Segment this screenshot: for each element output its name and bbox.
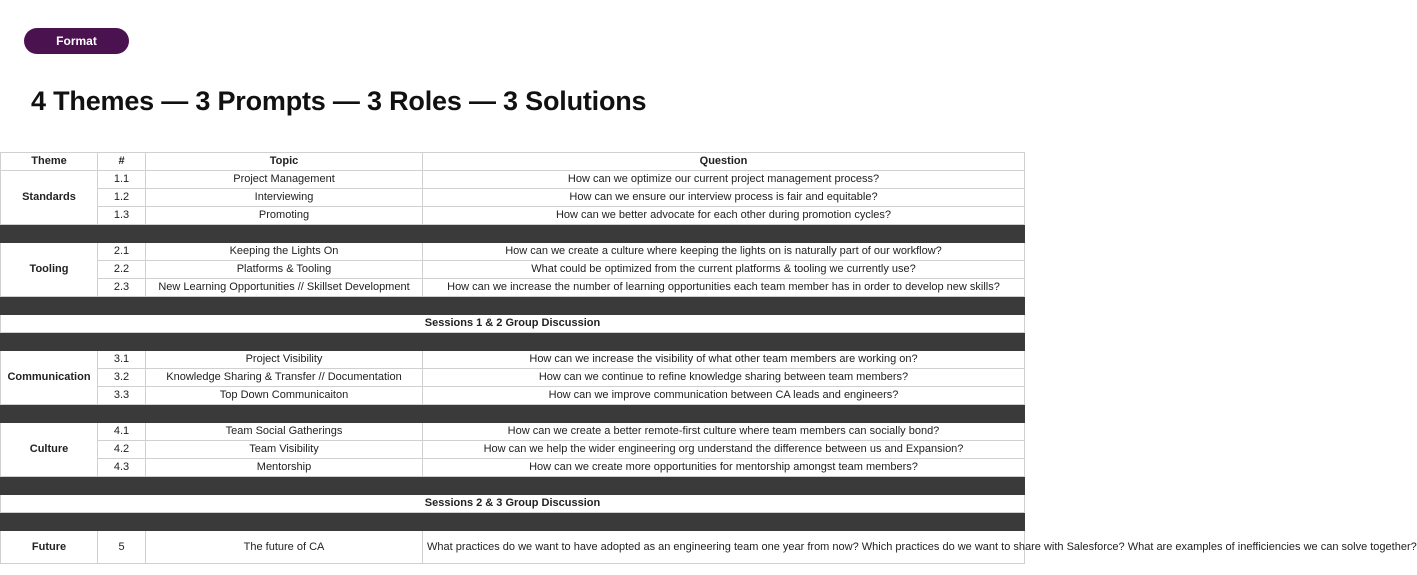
topic-cell: Platforms & Tooling [146,261,423,279]
number-cell: 4.3 [98,459,146,477]
number-cell: 1.1 [98,171,146,189]
question-cell: How can we optimize our current project management process? [423,171,1025,189]
divider-row [1,477,1025,495]
topic-cell: Keeping the Lights On [146,243,423,261]
table-row [1,423,1025,441]
question-cell: How can we better advocate for each other during promotion cycles? [423,207,1025,225]
question-cell: How can we help the wider engineering org understand the difference between us and Expansion? [423,441,1025,459]
table-row [1,189,1025,207]
number-cell: 2.1 [98,243,146,261]
table-row [1,387,1025,405]
topic-cell: Project Management [146,171,423,189]
number-cell: 3.3 [98,387,146,405]
topic-cell: Top Down Communicaiton [146,387,423,405]
table-row [1,261,1025,279]
number-cell: 4.1 [98,423,146,441]
header-topic: Topic [146,153,423,171]
topic-cell: Promoting [146,207,423,225]
question-cell: How can we create a culture where keeping the lights on is naturally part of our workflow? [423,243,1025,261]
topic-cell: Interviewing [146,189,423,207]
table-row [1,207,1025,225]
number-cell: 1.2 [98,189,146,207]
table-row [1,441,1025,459]
theme-cell: Communication [1,351,98,405]
theme-cell: Standards [1,171,98,225]
header-number: # [98,153,146,171]
number-cell: 1.3 [98,207,146,225]
question-cell: How can we create a better remote-first culture where team members can socially bond? [423,423,1025,441]
table-row [1,459,1025,477]
table-row [1,369,1025,387]
theme-cell: Tooling [1,243,98,297]
topic-cell: Team Social Gatherings [146,423,423,441]
question-cell: How can we create more opportunities for mentorship amongst team members? [423,459,1025,477]
question-cell: What could be optimized from the current platforms & tooling we currently use? [423,261,1025,279]
discussion-label: Sessions 2 & 3 Group Discussion [1,495,1025,513]
number-cell: 5 [98,531,146,564]
table-row [1,243,1025,261]
question-cell: How can we increase the number of learning opportunities each team member has in order to develop new skills? [423,279,1025,297]
divider-row [1,225,1025,243]
topic-cell: Project Visibility [146,351,423,369]
question-cell: What practices do we want to have adopted as an engineering team one year from now? Which practices do we want to share with Salesforce? What are examples of inefficiencies we can solve together? [423,531,1025,564]
format-badge: Format [24,28,129,54]
table-row [1,351,1025,369]
format-table [0,152,1417,564]
divider-row [1,405,1025,423]
header-theme: Theme [1,153,98,171]
discussion-label: Sessions 1 & 2 Group Discussion [1,315,1025,333]
table-row [1,531,1025,564]
question-cell: How can we ensure our interview process is fair and equitable? [423,189,1025,207]
question-cell: How can we increase the visibility of what other team members are working on? [423,351,1025,369]
divider-row [1,333,1025,351]
discussion-row [1,495,1025,513]
divider-row [1,297,1025,315]
divider-row [1,513,1025,531]
table-header-row [1,153,1025,171]
topic-cell: The future of CA [146,531,423,564]
question-cell: How can we improve communication between CA leads and engineers? [423,387,1025,405]
theme-cell: Culture [1,423,98,477]
question-cell: How can we continue to refine knowledge sharing between team members? [423,369,1025,387]
number-cell: 3.2 [98,369,146,387]
table-row [1,279,1025,297]
number-cell: 3.1 [98,351,146,369]
number-cell: 2.3 [98,279,146,297]
topic-cell: Knowledge Sharing & Transfer // Documentation [146,369,423,387]
topic-cell: Mentorship [146,459,423,477]
theme-cell: Future [1,531,98,564]
number-cell: 2.2 [98,261,146,279]
topic-cell: Team Visibility [146,441,423,459]
table-row [1,171,1025,189]
topic-cell: New Learning Opportunities // Skillset Development [146,279,423,297]
number-cell: 4.2 [98,441,146,459]
page-title: 4 Themes — 3 Prompts — 3 Roles — 3 Solutions [31,86,647,116]
discussion-row [1,315,1025,333]
header-question: Question [423,153,1025,171]
